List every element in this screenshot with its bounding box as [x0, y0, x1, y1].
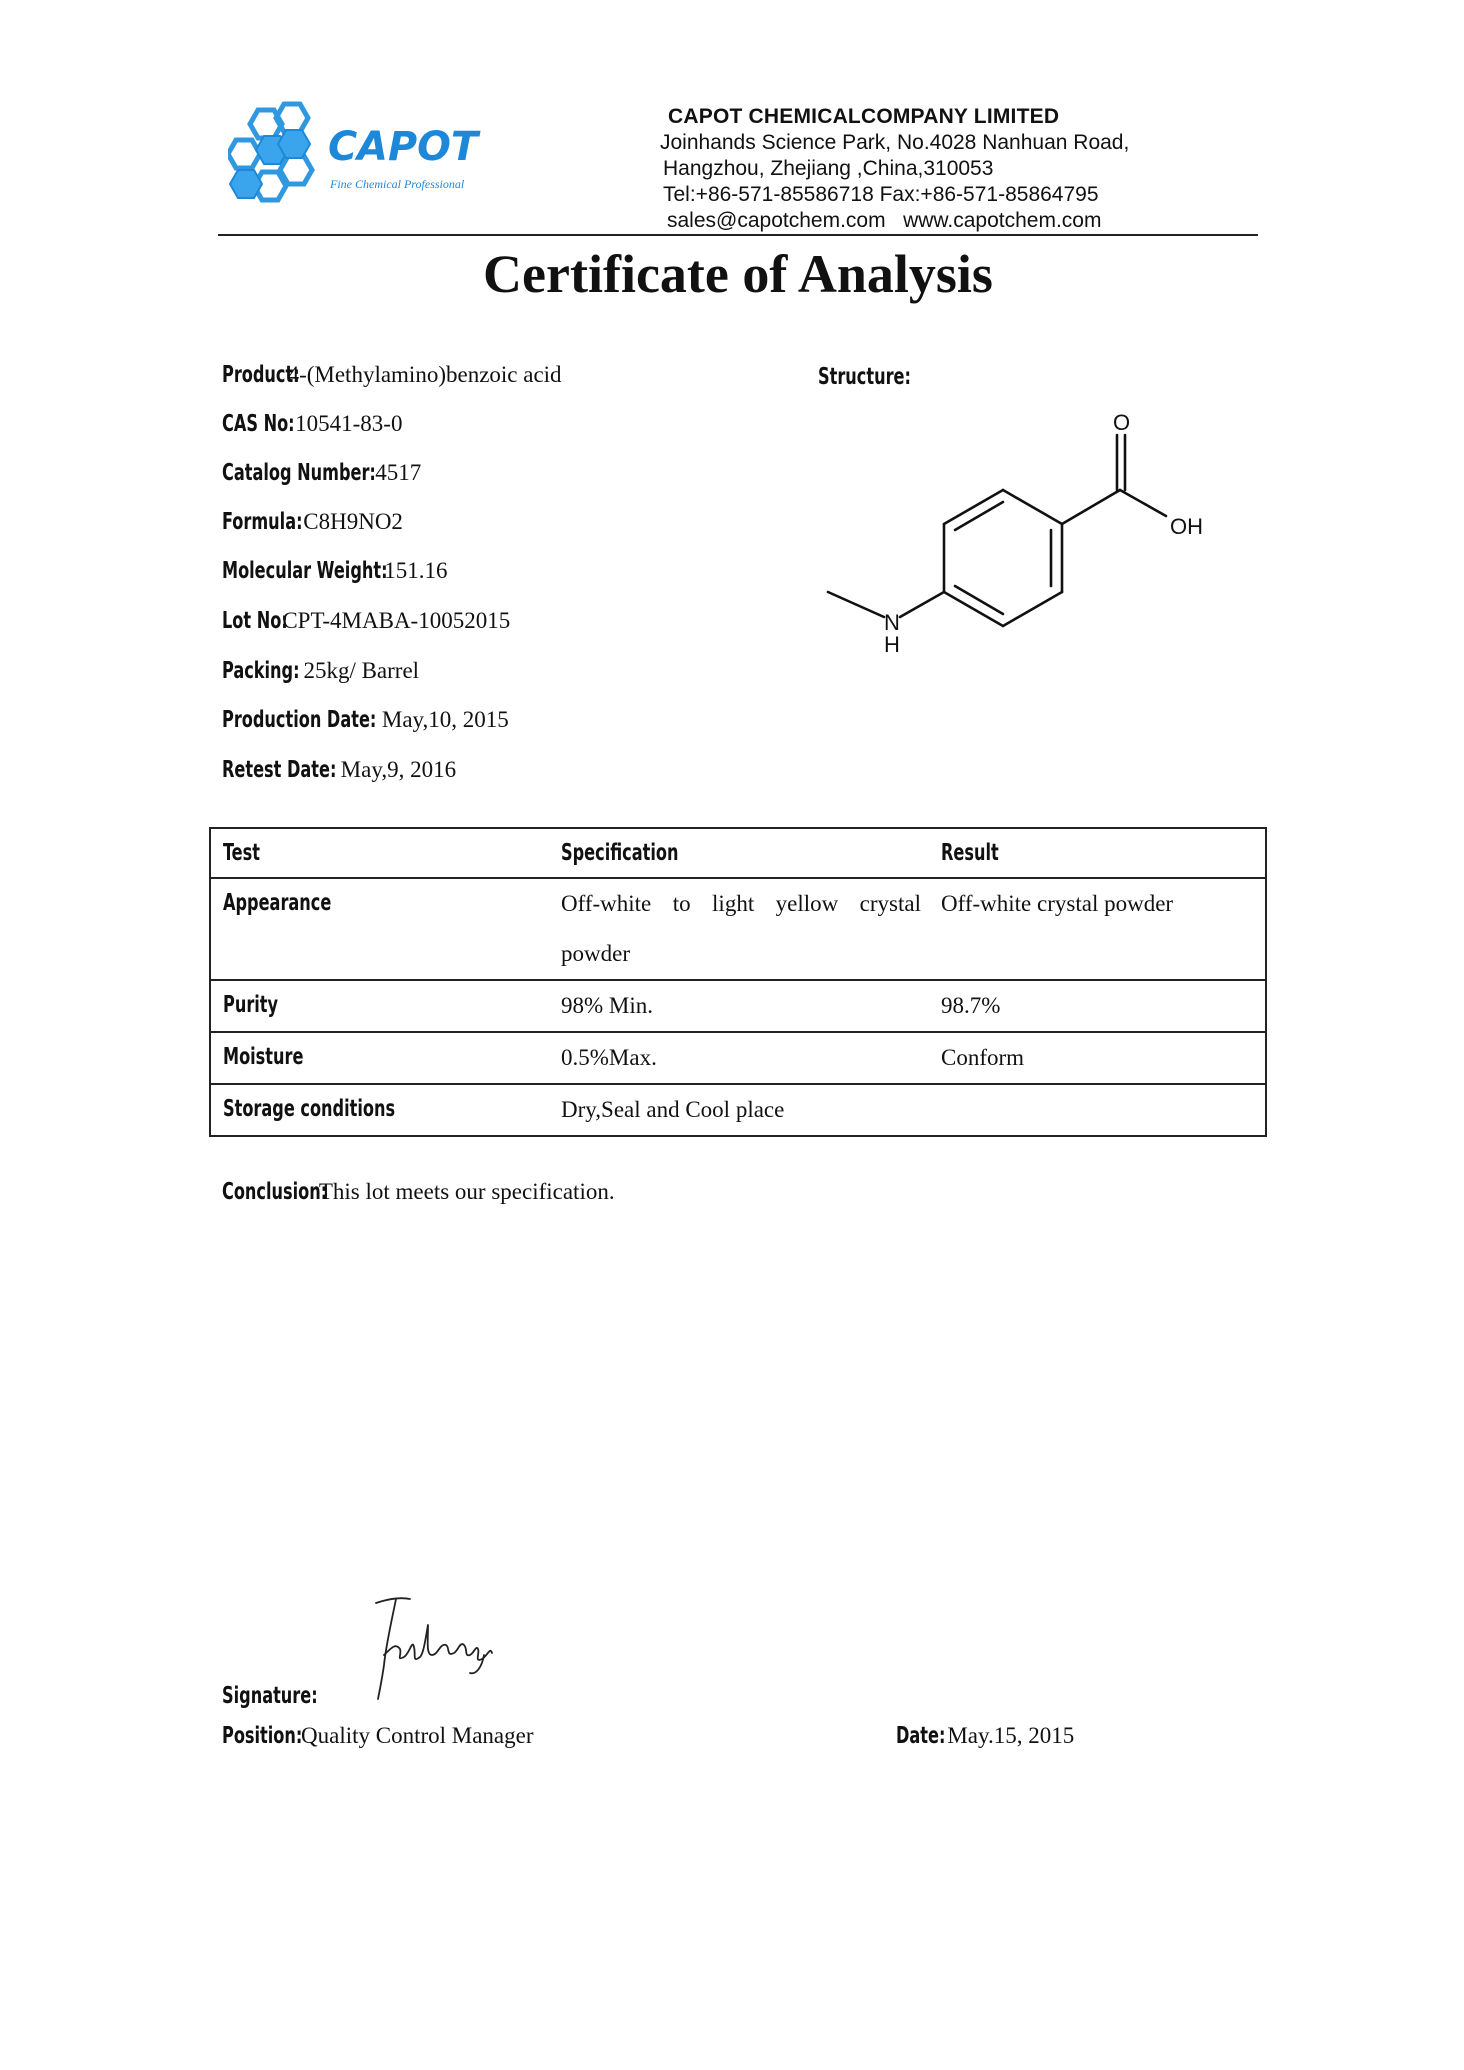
- company-name: CAPOT CHEMICALCOMPANY LIMITED: [668, 105, 1060, 128]
- result-value: 98.7%: [941, 993, 1001, 1018]
- packing-label: Packing:: [222, 658, 300, 685]
- product-value: 4-(Methylamino)benzoic acid: [287, 362, 562, 388]
- catalog-row: [222, 453, 421, 493]
- atom-hydroxyl: OH: [1170, 514, 1203, 539]
- mw-row: [222, 551, 448, 591]
- retest-date-label: Retest Date:: [222, 757, 337, 784]
- packing-row: [222, 651, 419, 691]
- result-value: Conform: [941, 1045, 1025, 1070]
- company-block: [660, 104, 1280, 234]
- logo-text: CAPOT: [328, 124, 481, 170]
- table-row: [210, 1032, 1266, 1084]
- lot-label: Lot No:: [222, 608, 288, 635]
- spec-value: 98% Min.: [561, 993, 653, 1018]
- handwritten-signature: [366, 1595, 516, 1705]
- table-row: [210, 980, 1266, 1032]
- signature-row: [222, 1678, 345, 1714]
- spec-value: Off-white to light yellow crystal powder: [561, 891, 921, 966]
- retest-row: [222, 750, 456, 790]
- spec-value: Dry,Seal and Cool place: [561, 1097, 785, 1122]
- product-label: Product:: [222, 362, 300, 389]
- company-address-2: Hangzhou, Zhejiang ,China,310053: [663, 157, 994, 180]
- spec-table: [209, 827, 1267, 1137]
- formula-label: Formula:: [222, 509, 303, 536]
- position-row: [222, 1716, 534, 1756]
- conclusion: [222, 1172, 615, 1212]
- formula-row: [222, 502, 403, 542]
- position-label: Position:: [222, 1723, 303, 1750]
- company-phone-fax: Tel:+86-571-85586718 Fax:+86-571-85864795: [663, 183, 1099, 206]
- header-result: Result: [941, 840, 999, 866]
- conclusion-text: This lot meets our specification.: [318, 1179, 615, 1205]
- table-header-row: [210, 828, 1266, 878]
- table-row: [210, 1084, 1266, 1136]
- conclusion-label: Conclusion:: [222, 1179, 328, 1206]
- date-row: [896, 1716, 1074, 1756]
- test-name: Storage conditions: [223, 1096, 396, 1122]
- test-name: Appearance: [223, 890, 332, 916]
- date-label: Date:: [896, 1723, 946, 1750]
- header-test: Test: [223, 840, 260, 866]
- document-title: Certificate of Analysis: [483, 244, 993, 304]
- atom-hydrogen: H: [884, 632, 900, 657]
- company-email-web: sales@capotchem.com www.capotchem.com: [667, 209, 1102, 232]
- signature-label: Signature:: [222, 1683, 318, 1709]
- production-date-value: May,10, 2015: [381, 707, 509, 733]
- production-date-label: Production Date:: [222, 707, 377, 734]
- header-divider: [218, 234, 1258, 236]
- cas-row: [222, 404, 402, 444]
- mw-label: Molecular Weight:: [222, 558, 388, 585]
- formula-value: C8H9NO2: [303, 509, 403, 535]
- test-name: Purity: [223, 992, 279, 1018]
- company-address-1: Joinhands Science Park, No.4028 Nanhuan Road,: [660, 131, 1130, 154]
- spec-value: 0.5%Max.: [561, 1045, 657, 1070]
- packing-value: 25kg/ Barrel: [303, 658, 420, 684]
- mw-value: 151.16: [384, 558, 448, 584]
- result-value: Off-white crystal powder: [941, 891, 1174, 916]
- lot-value: CPT-4MABA-10052015: [282, 608, 511, 634]
- header-specification: Specification: [561, 840, 679, 866]
- table-row: [210, 878, 1266, 980]
- production-row: [222, 700, 509, 740]
- catalog-label: Catalog Number:: [222, 460, 376, 487]
- chemical-structure: [800, 400, 1220, 670]
- cas-value: 10541-83-0: [295, 411, 403, 437]
- date-value: May.15, 2015: [947, 1723, 1075, 1749]
- capot-logo: [228, 100, 488, 210]
- logo-tagline: Fine Chemical Professional: [330, 177, 465, 191]
- cas-label: CAS No:: [222, 411, 295, 438]
- atom-nitrogen: N: [884, 610, 900, 635]
- retest-date-value: May,9, 2016: [340, 757, 457, 783]
- test-name: Moisture: [223, 1044, 304, 1070]
- lot-row: [222, 601, 510, 641]
- atom-oxygen: O: [1113, 410, 1131, 435]
- structure-label: Structure:: [818, 364, 911, 390]
- product-row: [222, 355, 562, 395]
- position-value: Quality Control Manager: [301, 1723, 534, 1749]
- catalog-value: 4517: [375, 460, 422, 486]
